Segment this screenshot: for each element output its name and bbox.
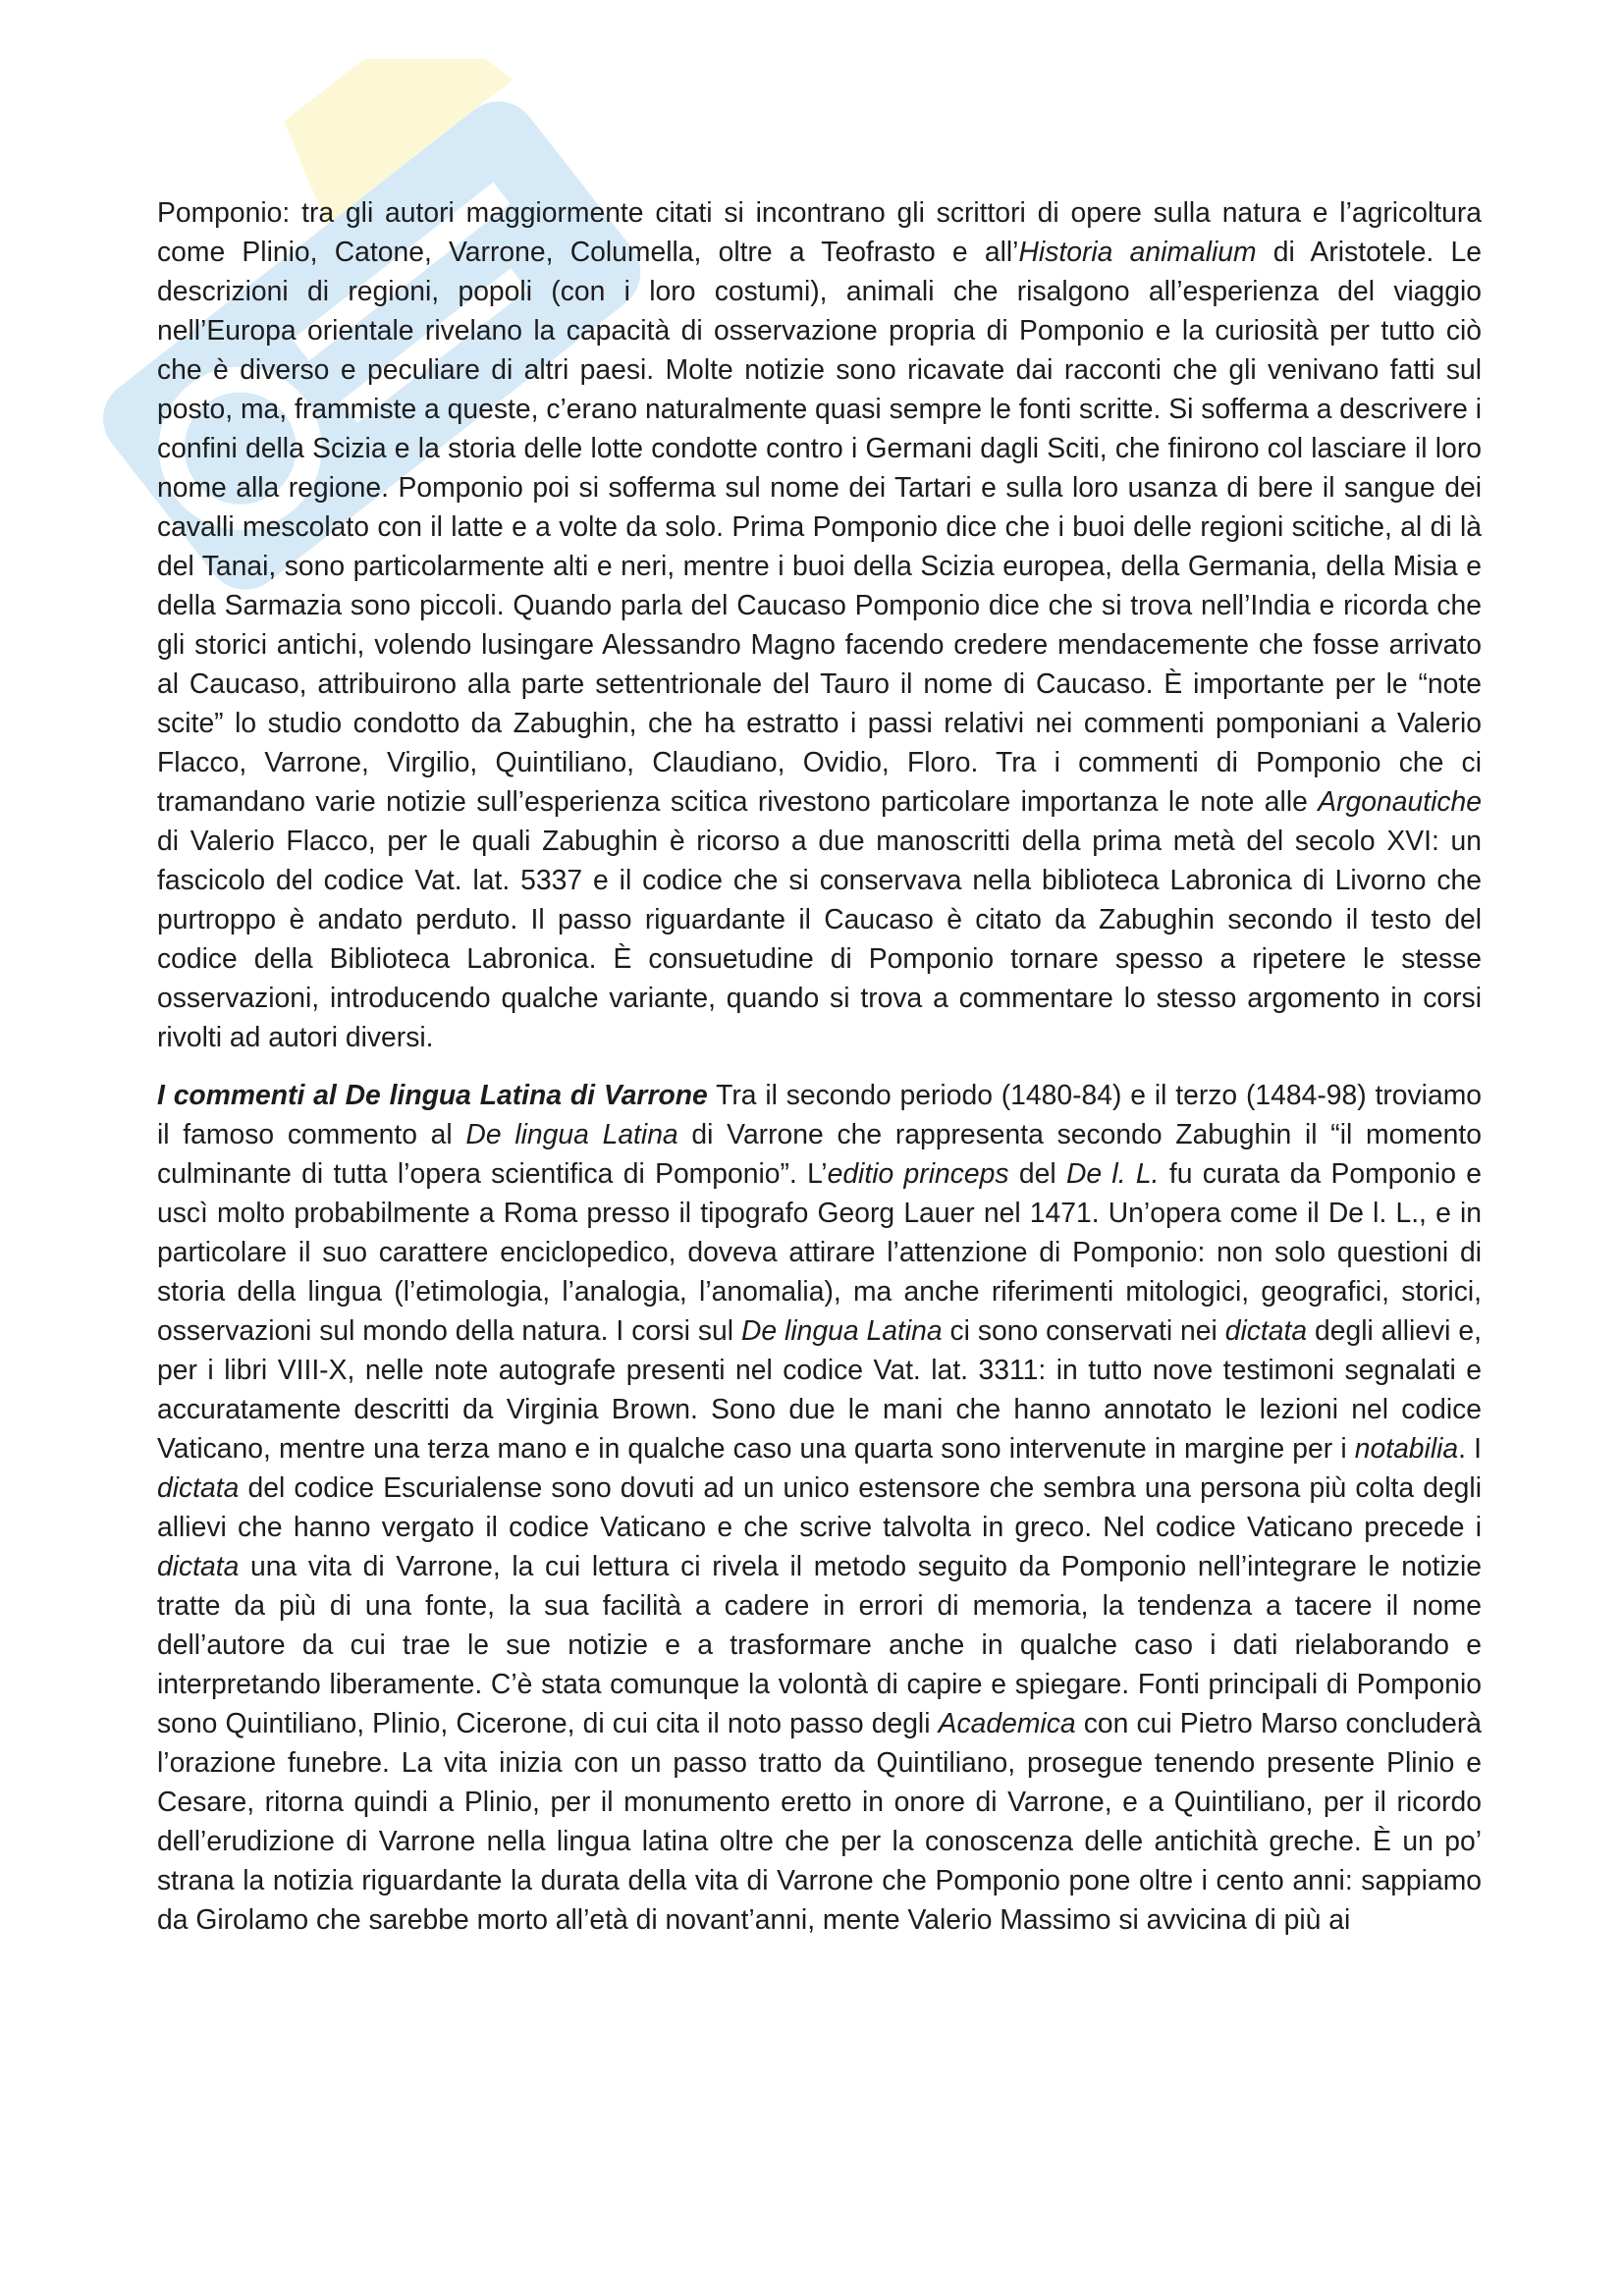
text-run: fu curata da Pomponio e uscì molto probabilmente a Roma presso il tipografo Georg Lauer nel 1471. Un’opera come il De l. L., e in particolare il suo carattere enciclopedico, doveva attirare l’attenzione di Pomponio: non solo questioni di storia della lingua (l’etimologia, l’analogia, l’anomalia), ma anche riferimenti mitologici, geografici, storici, osservazioni sul mondo della natura. I corsi sul: [157, 1157, 1483, 1346]
term-dictata: dictata: [1224, 1314, 1308, 1346]
paragraph-de-lingua-latina: [157, 1075, 1482, 1939]
term-dictata: dictata: [157, 1550, 240, 1581]
title-argonautiche: Argonautiche: [1318, 785, 1482, 817]
text-run: . I: [1458, 1432, 1482, 1464]
document-body: [157, 192, 1482, 1939]
text-run: di Valerio Flacco, per le quali Zabughin è ricorso a due manoscritti della prima metà del secolo XVI: un fascicolo del codice Vat. lat. 5337 e il codice che si conservava nella biblioteca Labronica di Livorno che purtroppo è andato perduto. Il passo riguardante il Caucaso è citato da Zabughin secondo il testo del codice della Biblioteca Labronica. È consuetudine di Pomponio tornare spesso a ripetere le stesse osservazioni, introducendo qualche variante, quando si trova a commentare lo stesso argomento in corsi rivolti ad autori diversi.: [157, 825, 1482, 1052]
text-run: Tra il secondo periodo (1480-84) e il terzo (1484-98) troviamo il famoso commento al: [157, 1079, 1483, 1149]
paragraph-pomponio-sources: [157, 192, 1482, 1056]
title-de-l-l: De l. L.: [1065, 1157, 1160, 1189]
term-dictata: dictata: [157, 1471, 240, 1503]
title-academica: Academica: [938, 1707, 1076, 1738]
text-run: di Varrone che rappresenta secondo Zabughin il “il momento culminante di tutta l’opera scientifica di Pomponio”. L’: [157, 1118, 1482, 1189]
term-notabilia: notabilia: [1354, 1432, 1459, 1464]
text-run: del: [1008, 1157, 1066, 1189]
text-run: ci sono conservati nei: [942, 1314, 1225, 1346]
term-editio-princeps: editio princeps: [827, 1157, 1009, 1189]
text-run: di Aristotele. Le descrizioni di regioni, popoli (con i loro costumi), animali che risalgono all’esperienza del viaggio nell’Europa orientale rivelano la capacità di osservazione propria di Pomponio e la curiosità per tutto ciò che è diverso e peculiare di altri paesi. Molte notizie sono ricavate dai racconti che gli venivano fatti sul posto, ma, frammiste a queste, c’erano naturalmente quasi sempre le fonti scritte. Si sofferma a descrivere i confini della Scizia e la storia delle lotte condotte contro i Germani dagli Sciti, che finirono col lasciare il loro nome alla regione. Pomponio poi si sofferma sul nome dei Tartari e sulla loro usanza di bere il sangue dei cavalli mescolato con il latte e a volte da solo. Prima Pomponio dice che i buoi delle regioni scitiche, al di là del Tanai, sono particolarmente alti e neri, mentre i buoi della Scizia europea, della Germania, della Misia e della Sarmazia sono piccoli. Quando parla del Caucaso Pomponio dice che si trova nell’India e ricorda che gli storici antichi, volendo lusingare Alessandro Magno facendo credere mendacemente che fosse arrivato al Caucaso, attribuirono alla parte settentrionale del Tauro il nome di Caucaso. È importante per le “note scite” lo studio condotto da Zabughin, che ha estratto i passi relativi nei commenti pomponiani a Valerio Flacco, Varrone, Virgilio, Quintiliano, Claudiano, Ovidio, Floro. Tra i commenti di Pomponio che ci tramandano varie notizie sull’esperienza scitica rivestono particolare importanza le note alle: [157, 236, 1482, 817]
text-run: una vita di Varrone, la cui lettura ci rivela il metodo seguito da Pomponio nell’integrare le notizie tratte da più di una fonte, la sua facilità a cadere in errori di memoria, la tendenza a tacere il nome dell’autore da cui trae le sue notizie e a trasformare anche in qualche caso i dati rielaborando e interpretando liberamente. C’è stata comunque la volontà di capire e spiegare. Fonti principali di Pomponio sono Quintiliano, Plinio, Cicerone, di cui cita il noto passo degli: [157, 1550, 1482, 1738]
section-heading: I commenti al De lingua Latina di Varrone: [157, 1079, 708, 1110]
text-run: degli allievi e, per i libri VIII-X, nelle note autografe presenti nel codice Vat. lat. 3311: in tutto nove testimoni segnalati e accuratamente descritti da Virginia Brown. Sono due le mani che hanno annotato le lezioni nel codice Vaticano, mentre una terza mano e in qualche caso una quarta sono intervenute in margine per i: [157, 1314, 1482, 1464]
text-run: Pomponio: tra gli autori maggiormente citati si incontrano gli scrittori di opere sulla natura e l’agricoltura come Plinio, Catone, Varrone, Columella, oltre a Teofrasto e all’: [157, 196, 1482, 267]
title-de-lingua-latina: De lingua Latina: [465, 1118, 678, 1149]
title-de-lingua-latina: De lingua Latina: [740, 1314, 943, 1346]
text-run: con cui Pietro Marso concluderà l’orazione funebre. La vita inizia con un passo tratto da Quintiliano, prosegue tenendo presente Plinio e Cesare, ritorna quindi a Plinio, per il monumento eretto in onore di Varrone, e a Quintiliano, per il ricordo dell’erudizione di Varrone nella lingua latina oltre che per la conoscenza delle antichità greche. È un po’ strana la notizia riguardante la durata della vita di Varrone che Pomponio pone oltre i cento anni: sappiamo da Girolamo che sarebbe morto all’età di novant’anni, mente Valerio Massimo si avvicina di più ai: [157, 1707, 1482, 1935]
title-historia-animalium: Historia animalium: [1018, 236, 1257, 267]
text-run: del codice Escurialense sono dovuti ad un unico estensore che sembra una persona più colta degli allievi che hanno vergato il codice Vaticano e che scrive talvolta in greco. Nel codice Vaticano precede i: [157, 1471, 1482, 1542]
